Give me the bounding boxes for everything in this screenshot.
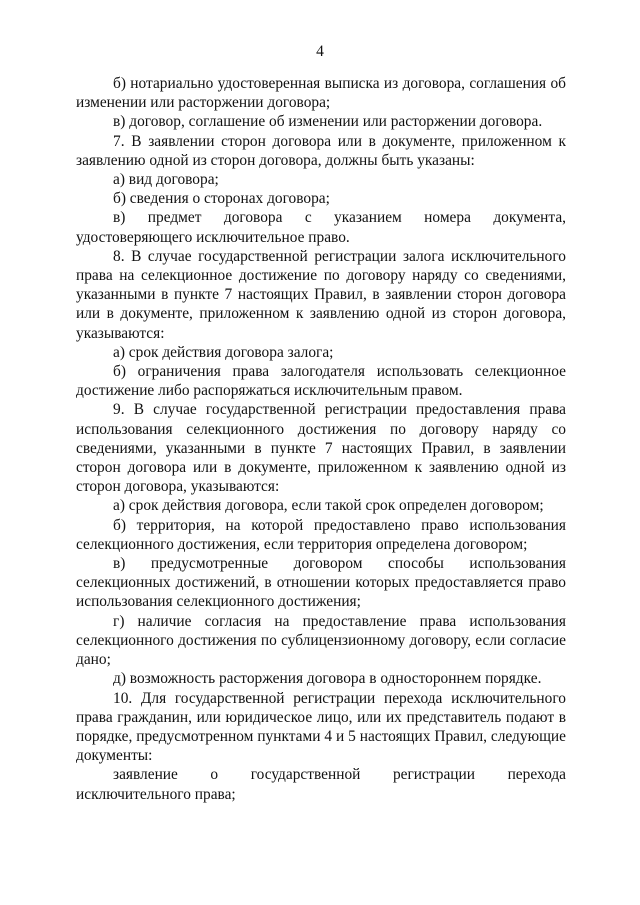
paragraph: а) вид договора; bbox=[113, 171, 219, 189]
paragraph: в) договор, соглашение об изменении или расторжении договора. bbox=[113, 113, 543, 131]
paragraph: д) возможность расторжения договора в одностороннем порядке. bbox=[113, 670, 542, 688]
page-number: 4 bbox=[316, 43, 324, 60]
paragraph: в) предусмотренные договором способы использования селекционных достижений, в отношении которых предоставляется право использования селекционного достижения; bbox=[76, 555, 566, 611]
paragraph: а) срок действия договора залога; bbox=[113, 343, 334, 361]
paragraph: б) нотариально удостоверенная выписка из договора, соглашения об изменении или расторжении договора; bbox=[76, 75, 566, 112]
body-text bbox=[76, 74, 566, 804]
paragraph: заявление о государственной регистрации перехода исключительного права; bbox=[76, 766, 566, 803]
paragraph: 7. В заявлении сторон договора или в документе, приложенном к заявлению одной из сторон договора, должны быть указаны: bbox=[76, 132, 566, 169]
paragraph: г) наличие согласия на предоставление права использования селекционного достижения по сублицензионному договору, если согласие дано; bbox=[76, 612, 566, 669]
paragraph: б) сведения о сторонах договора; bbox=[113, 190, 330, 208]
paragraph: 10. Для государственной регистрации перехода исключительного права гражданин, или юридическое лицо, или их представитель подают в порядке, предусмотренном пунктами 4 и 5 настоящих Правил, следующие документы: bbox=[76, 689, 566, 765]
paragraph: б) территория, на которой предоставлено право использования селекционного достижения, если территория определена договором; bbox=[76, 516, 566, 553]
paragraph: в) предмет договора с указанием номера документа, удостоверяющего исключительное право. bbox=[76, 209, 566, 246]
paragraph: а) срок действия договора, если такой срок определен договором; bbox=[113, 497, 544, 515]
paragraph: 9. В случае государственной регистрации предоставления права использования селекционного достижения по договору наряду со сведениями, указанными в пункте 7 настоящих Правил, в заявлении сторон договора или в документе, приложенном к заявлению одной из сторон договора, указываются: bbox=[76, 401, 566, 496]
paragraph: б) ограничения права залогодателя использовать селекционное достижение либо распоряжаться исключительным правом. bbox=[76, 363, 566, 400]
paragraph: 8. В случае государственной регистрации залога исключительного права на селекционное достижение по договору наряду со сведениями, указанными в пункте 7 настоящих Правил, в заявлении сторон договора или в документе, приложенном к заявлению одной из сторон договора, указываются: bbox=[76, 247, 566, 342]
